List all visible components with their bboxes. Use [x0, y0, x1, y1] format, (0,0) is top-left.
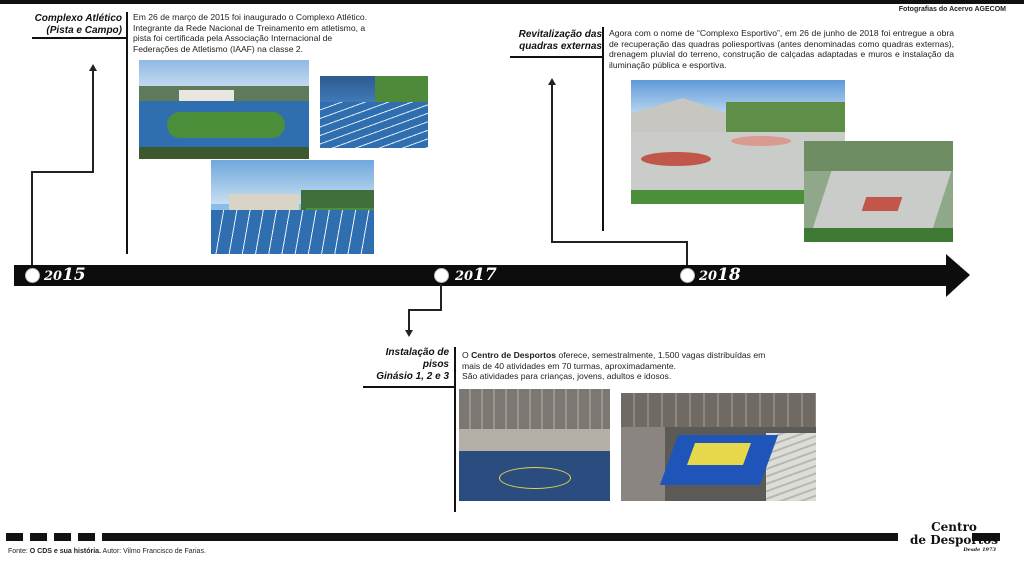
year-2015-suffix: 15	[62, 265, 86, 285]
footer-source	[8, 548, 206, 555]
connector-2018-vertical	[686, 241, 688, 268]
event-2017-title-line3: Ginásio 1, 2 e 3	[376, 371, 449, 382]
logo-line2: de Desportos	[909, 533, 999, 547]
footer-dash-1	[6, 533, 23, 541]
year-2015-prefix: 20	[44, 269, 63, 284]
timeline-dot-2018	[680, 268, 695, 283]
event-2018-title	[506, 29, 602, 53]
running-track-photo	[320, 76, 428, 148]
connector-2018-arrow-icon	[548, 78, 556, 85]
connector-2018-riser	[551, 84, 553, 243]
connector-2018-horizontal	[551, 241, 688, 243]
connector-2015-horizontal	[31, 171, 94, 173]
event-2015-divider	[126, 12, 128, 254]
event-2015-title-line1: Complexo Atlético	[34, 13, 122, 24]
timeline-year-2015	[44, 265, 86, 287]
source-author: Autor: Vilmo Francisco de Farias.	[100, 548, 206, 555]
event-2017-title-line1: Instalação de	[385, 347, 449, 358]
gymnasium-mats-photo	[621, 393, 816, 501]
courts-aerial-photo	[804, 141, 953, 242]
top-rule	[0, 0, 1024, 4]
track-lanes-photo	[211, 160, 374, 254]
footer-bar	[102, 533, 898, 541]
centro-de-desportos-logo	[908, 521, 1000, 553]
event-2018-text: Agora com o nome de “Complexo Esportivo”, em 26 de junho de 2018 foi entregue a obra de recuperação das quadras poliesportivas (antes denominadas como quadras externas), drenagem pluvial do terreno, construção de calçadas adaptadas e muros e instalação da iluminação pública e esportiva.	[609, 28, 954, 70]
connector-2017-vertical	[440, 284, 442, 310]
event-2017-divider	[454, 347, 456, 512]
year-2017-suffix: 17	[473, 265, 497, 285]
event-2017-text-lead: O	[462, 350, 472, 360]
source-prefix: Fonte:	[8, 548, 30, 555]
event-2017-title	[354, 347, 449, 383]
logo-line1: Centro	[931, 520, 977, 534]
athletics-stadium-photo	[139, 60, 309, 159]
timeline-dot-2017	[434, 268, 449, 283]
event-2017-title-underline	[363, 386, 454, 388]
connector-2017-drop	[408, 309, 410, 330]
connector-2017-horizontal	[408, 309, 442, 311]
photo-credit: Fotografias do Acervo AGECOM	[898, 6, 1006, 13]
connector-2015-riser	[92, 70, 94, 173]
connector-2015-arrow-icon	[89, 64, 97, 71]
event-2015-title	[20, 13, 122, 37]
source-title: O CDS e sua história.	[29, 548, 101, 555]
event-2018-title-underline	[510, 56, 602, 58]
logo-line3: Desde 1973	[963, 547, 996, 553]
event-2017-text-rest: oferece, semestralmente, 1.500 vagas distribuídas em mais de 40 atividades em 70 turmas, aproximadamente.	[462, 350, 766, 371]
event-2015-text: Em 26 de março de 2015 foi inaugurado o Complexo Atlético. Integrante da Rede Nacional de Treinamento em atletismo, a pista foi certificada pela Associação Internacional de Federações de Atletismo (IAAF) na classe 2.	[133, 12, 368, 54]
timeline-arrow-icon	[946, 254, 970, 297]
footer-dash-4	[78, 533, 95, 541]
event-2018-title-line1: Revitalização das	[518, 29, 602, 40]
timeline-year-2017	[455, 265, 497, 287]
gymnasium-floor-photo	[459, 389, 610, 501]
event-2018-title-line2: quadras externas	[519, 41, 602, 52]
footer-dash-3	[54, 533, 71, 541]
event-2017-title-line2: pisos	[422, 359, 449, 370]
event-2017-text-bold: Centro de Desportos	[471, 350, 557, 360]
year-2018-suffix: 18	[717, 265, 741, 285]
footer-dash-2	[30, 533, 47, 541]
timeline-year-2018	[699, 265, 741, 287]
event-2015-title-line2: (Pista e Campo)	[46, 25, 122, 36]
year-2017-prefix: 20	[455, 269, 474, 284]
event-2015-title-underline	[32, 37, 126, 39]
connector-2017-arrow-icon	[405, 330, 413, 337]
connector-2015-vertical	[31, 172, 33, 266]
event-2018-divider	[602, 27, 604, 231]
year-2018-prefix: 20	[699, 269, 718, 284]
event-2017-text	[462, 350, 782, 382]
event-2017-text-line2: São atividades para crianças, jovens, adultos e idosos.	[462, 371, 672, 382]
timeline-dot-2015	[25, 268, 40, 283]
